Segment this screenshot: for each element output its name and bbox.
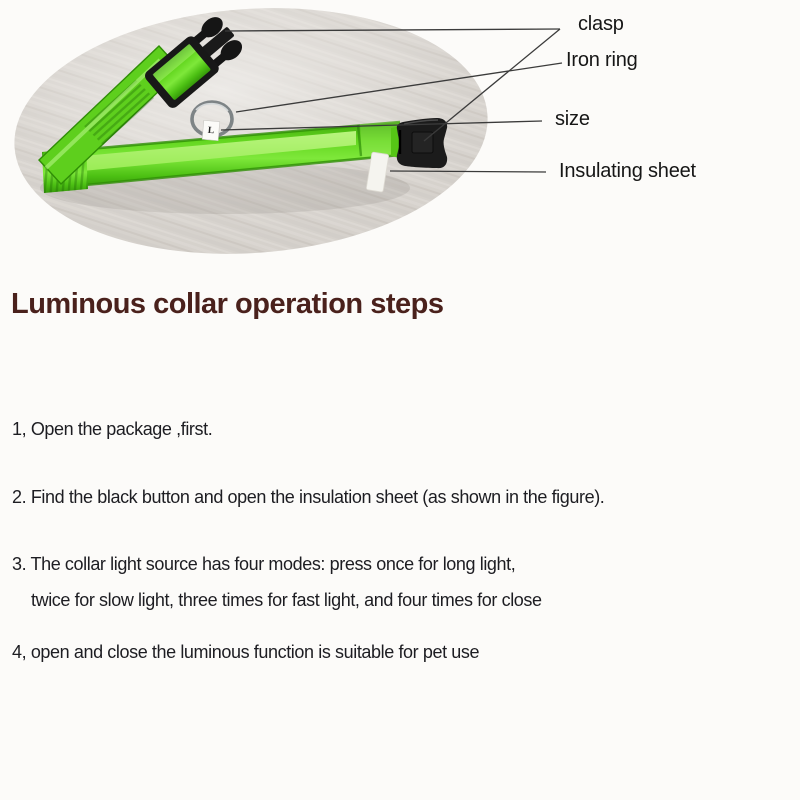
step-1-text: 1, Open the package ,first.	[12, 419, 213, 439]
collar-annotated-figure	[0, 0, 800, 270]
step-4-text: 4, open and close the luminous function is suitable for pet use	[12, 642, 480, 662]
label-size: size	[555, 108, 590, 130]
label-insulating-sheet: Insulating sheet	[559, 160, 696, 182]
step-2-text: 2. Find the black button and open the insulation sheet (as shown in the figure).	[12, 487, 605, 507]
size-tag	[202, 120, 220, 140]
label-iron-ring: Iron ring	[566, 49, 638, 71]
label-clasp: clasp	[578, 13, 624, 35]
page-title: Luminous collar operation steps	[11, 288, 444, 321]
svg-text:L: L	[207, 125, 215, 137]
collar-photo-art	[0, 0, 800, 270]
step-3-text-line1: 3. The collar light source has four modes: press once for long light,	[12, 554, 516, 574]
step-3-text-line2: twice for slow light, three times for fast light, and four times for close	[31, 590, 542, 610]
